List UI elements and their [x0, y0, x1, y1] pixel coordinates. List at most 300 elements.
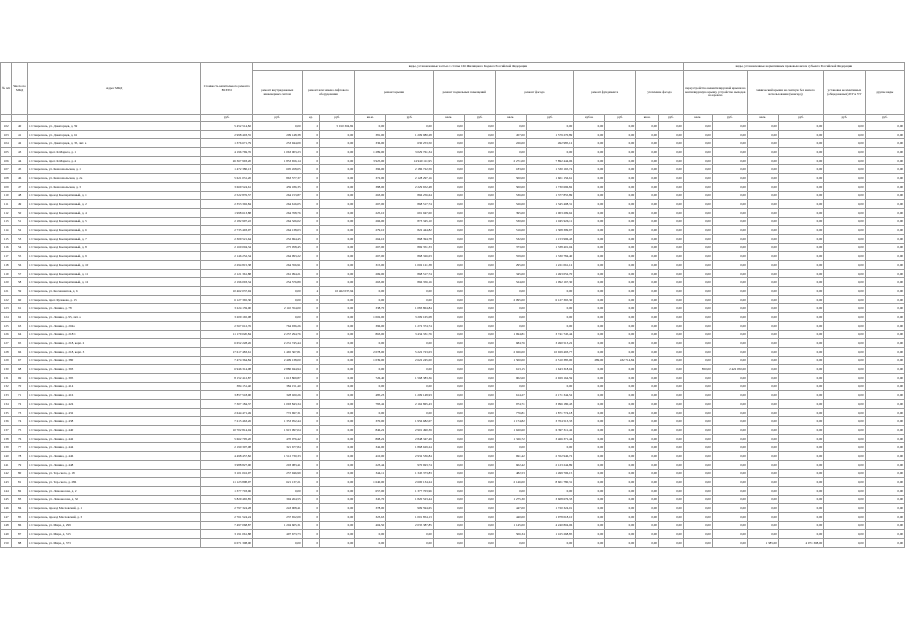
value-cell: 0,00 [658, 313, 683, 322]
value-cell: 0,00 [495, 148, 526, 157]
value-cell: 132 [1, 382, 12, 391]
value-cell: 70 [12, 382, 27, 391]
table-row [1, 217, 905, 226]
value-cell: 0,00 [865, 365, 904, 374]
value-cell: 2 186 722,59 [386, 165, 434, 174]
value-cell: 0,00 [636, 139, 659, 148]
value-cell: 0,00 [778, 139, 823, 148]
value-cell: 0,00 [636, 261, 659, 270]
value-cell: 0,00 [433, 295, 464, 304]
value-cell: 124 [1, 313, 12, 322]
table-row [1, 234, 905, 243]
value-cell: 0,00 [712, 313, 747, 322]
value-cell: 0,00 [824, 278, 865, 287]
value-cell: 71 [12, 391, 27, 400]
value-cell: 0,00 [658, 200, 683, 209]
address-cell: г. Ставрополь, ул. Тер-ского, д. 18 [27, 469, 201, 478]
unit-cell: руб. [386, 115, 434, 122]
value-cell: 0,00 [824, 226, 865, 235]
value-cell: 0,00 [464, 182, 495, 191]
value-cell: 0,00 [747, 208, 778, 217]
value-cell: 684,76 [495, 339, 526, 348]
value-cell: 0,00 [712, 217, 747, 226]
value-cell: 0,00 [683, 148, 712, 157]
value-cell: 0,00 [253, 122, 303, 131]
value-cell: 1 326,72 [495, 434, 526, 443]
value-cell: 6 127 365,30 [201, 295, 253, 304]
value-cell: 0,00 [605, 313, 636, 322]
value-cell: 0,00 [865, 530, 904, 539]
value-cell: 0,00 [320, 460, 355, 469]
value-cell: 0,00 [683, 269, 712, 278]
value-cell: 0,00 [433, 269, 464, 278]
value-cell: 0,00 [658, 460, 683, 469]
value-cell: 0,00 [574, 460, 605, 469]
value-cell: 237 652,09 [253, 512, 303, 521]
value-cell: 0,00 [320, 373, 355, 382]
value-cell: 0,00 [747, 495, 778, 504]
value-cell: 0,00 [433, 278, 464, 287]
value-cell: 0 [302, 356, 320, 365]
table-row [1, 382, 905, 391]
value-cell: 0,00 [658, 174, 683, 183]
value-cell: 869 351,33 [386, 243, 434, 252]
value-cell: 0,00 [712, 469, 747, 478]
value-cell: 138 [1, 434, 12, 443]
value-cell: 0,00 [865, 521, 904, 530]
value-cell: 0,00 [605, 269, 636, 278]
value-cell: 0,00 [865, 156, 904, 165]
value-cell: 0,00 [712, 139, 747, 148]
value-cell: 0,00 [712, 330, 747, 339]
value-cell: 0,00 [683, 156, 712, 165]
value-cell: 0,00 [320, 347, 355, 356]
value-cell: 0,00 [464, 426, 495, 435]
table-row [1, 512, 905, 521]
value-cell: 0,00 [865, 252, 904, 261]
value-cell: 0,00 [747, 400, 778, 409]
value-cell: 2 146 252,34 [201, 252, 253, 261]
value-cell: 0,00 [658, 400, 683, 409]
value-cell: 0,00 [747, 234, 778, 243]
value-cell: 264 993,22 [253, 252, 303, 261]
value-cell: 0,00 [683, 139, 712, 148]
address-cell: г. Ставрополь, ул. Ленина, д. 414 [27, 382, 201, 391]
value-cell: 3 191 061,88 [201, 530, 253, 539]
value-cell: 0,00 [778, 426, 823, 435]
value-cell: 0,00 [658, 191, 683, 200]
value-cell: 0,00 [747, 278, 778, 287]
value-cell: 0,00 [865, 391, 904, 400]
value-cell: 0,00 [636, 287, 659, 296]
sub-header: переустройство невентилируемой крыши на вентилируемую крышу, устройство выходов на кровлю [683, 71, 747, 115]
value-cell: 3 434 331,76 [386, 330, 434, 339]
value-cell: 868 517,74 [386, 269, 434, 278]
address-cell: г. Ставрополь, ул. Ломоносова, д. 2 [27, 486, 201, 495]
value-cell: 0,00 [605, 321, 636, 330]
value-cell: 2 932 536,84 [386, 452, 434, 461]
col-num2-header: Число по МКД [12, 63, 27, 115]
value-cell: 209 148,38 [253, 130, 303, 139]
value-cell: 1 377 855,89 [526, 191, 574, 200]
address-cell: г. Ставрополь, ул. Ленина, д. 440 [27, 426, 201, 435]
value-cell: 2 644 471,49 [201, 408, 253, 417]
value-cell: 0,00 [464, 156, 495, 165]
value-cell: 1 174,82 [495, 417, 526, 426]
value-cell: 0,00 [355, 295, 386, 304]
value-cell: 1 221 061,12 [526, 261, 574, 270]
value-cell: 2 [302, 122, 320, 131]
value-cell: 0,00 [605, 165, 636, 174]
value-cell: 2 848 347,49 [386, 434, 434, 443]
value-cell: 0,00 [747, 321, 778, 330]
value-cell: 0,00 [636, 217, 659, 226]
value-cell: 144 [1, 486, 12, 495]
units-blank-cell [27, 115, 201, 122]
address-cell: г. Ставрополь, прот. Кулакова, д. 15 [27, 295, 201, 304]
table-row [1, 478, 905, 487]
value-cell: 0,00 [464, 217, 495, 226]
sub-header: ремонт внутридомовых инженерных систем [253, 71, 303, 115]
value-cell: 0,00 [778, 295, 823, 304]
value-cell: 0,00 [320, 278, 355, 287]
value-cell: 0,00 [658, 347, 683, 356]
value-cell: 2 146,00 [495, 478, 526, 487]
value-cell: 0,00 [574, 321, 605, 330]
value-cell: 0,00 [464, 139, 495, 148]
value-cell: 0,00 [683, 208, 712, 217]
value-cell: 0,00 [658, 278, 683, 287]
value-cell: 0,00 [320, 452, 355, 461]
value-cell: 0,00 [658, 234, 683, 243]
value-cell: 7 474 364,84 [201, 356, 253, 365]
address-cell: г. Ставрополь, проезд Кооперативный, д. 7 [27, 234, 201, 243]
value-cell: 0,00 [605, 512, 636, 521]
value-cell: 0,00 [464, 521, 495, 530]
value-cell: 0,00 [636, 382, 659, 391]
value-cell: 0,00 [865, 287, 904, 296]
value-cell: 457,00 [495, 130, 526, 139]
value-cell: 149 [1, 530, 12, 539]
value-cell: 470 076,42 [253, 434, 303, 443]
value-cell: 0,00 [433, 460, 464, 469]
value-cell: 0,00 [658, 287, 683, 296]
value-cell: 0,00 [433, 234, 464, 243]
value-cell: 0,00 [605, 408, 636, 417]
value-cell: 1 092 167,30 [526, 278, 574, 287]
value-cell: 0,00 [683, 478, 712, 487]
value-cell: 44 [12, 156, 27, 165]
value-cell: 396,00 [355, 321, 386, 330]
address-cell: г. Ставрополь, ул. Мира, д. 373 [27, 539, 201, 548]
value-cell: 0,00 [355, 539, 386, 548]
value-cell: 0,00 [464, 295, 495, 304]
value-cell: 0,00 [636, 408, 659, 417]
table-row [1, 443, 905, 452]
value-cell: 0,00 [683, 382, 712, 391]
value-cell: 1 272 374,74 [386, 321, 434, 330]
value-cell: 0,00 [574, 330, 605, 339]
value-cell: 1 338 401,04 [526, 243, 574, 252]
value-cell: 0,00 [824, 521, 865, 530]
value-cell: 0,00 [433, 339, 464, 348]
value-cell: 0,00 [778, 495, 823, 504]
value-cell: 0,00 [636, 182, 659, 191]
value-cell: 1 377 703,96 [201, 486, 253, 495]
value-cell: 0,00 [605, 347, 636, 356]
value-cell: 902,60 [495, 373, 526, 382]
value-cell: 2 231 745,44 [253, 339, 303, 348]
value-cell: 0,00 [747, 156, 778, 165]
value-cell: 850,00 [683, 365, 712, 374]
unit-cell: руб. [778, 115, 823, 122]
value-cell: 1 500,00 [495, 356, 526, 365]
value-cell: 289,00 [574, 356, 605, 365]
value-cell: 1 275,30 [495, 495, 526, 504]
value-cell: 0,00 [747, 269, 778, 278]
value-cell: 0,00 [464, 130, 495, 139]
value-cell: 0,00 [464, 148, 495, 157]
value-cell: 0,00 [712, 356, 747, 365]
value-cell: 0,00 [433, 495, 464, 504]
value-cell: 2 926,00 [495, 347, 526, 356]
value-cell: 338,70 [355, 304, 386, 313]
value-cell: 0,00 [253, 295, 303, 304]
unit-cell: руб. [464, 115, 495, 122]
table-row [1, 417, 905, 426]
value-cell: 3 857 518,90 [201, 391, 253, 400]
value-cell: 0,00 [658, 530, 683, 539]
value-cell: 0,00 [824, 339, 865, 348]
value-cell: 6 127 365,30 [526, 295, 574, 304]
value-cell: 1 003 299,62 [526, 208, 574, 217]
value-cell: 0,00 [253, 287, 303, 296]
value-cell: 120 [1, 278, 12, 287]
value-cell: 0,00 [747, 452, 778, 461]
value-cell: 0,00 [433, 356, 464, 365]
value-cell: 0,00 [574, 313, 605, 322]
value-cell: 909 594,65 [386, 504, 434, 513]
value-cell: 0,00 [320, 330, 355, 339]
value-cell: 0,00 [636, 304, 659, 313]
value-cell: 0,00 [683, 530, 712, 539]
address-cell: г. Ставрополь, ул. Ленина, д. 95, лит. а [27, 313, 201, 322]
value-cell: 0,00 [636, 469, 659, 478]
table-row [1, 452, 905, 461]
value-cell: 74 [12, 417, 27, 426]
value-cell: 0,00 [495, 304, 526, 313]
value-cell: 530,00 [495, 217, 526, 226]
value-cell: 764 936,26 [253, 321, 303, 330]
value-cell: 146 [1, 504, 12, 513]
value-cell: 459 186,35 [253, 182, 303, 191]
value-cell: 0,00 [574, 191, 605, 200]
value-cell: 62 [12, 313, 27, 322]
value-cell: 0 [302, 278, 320, 287]
value-cell: 0,00 [778, 226, 823, 235]
value-cell: 0,00 [658, 478, 683, 487]
value-cell: 0,00 [712, 400, 747, 409]
value-cell: 0,00 [433, 452, 464, 461]
table-row [1, 278, 905, 287]
value-cell: 0,00 [433, 504, 464, 513]
value-cell: 128 [1, 347, 12, 356]
value-cell: 0,00 [747, 313, 778, 322]
value-cell: 0,00 [712, 521, 747, 530]
value-cell: 0,00 [636, 452, 659, 461]
value-cell: 0,00 [526, 539, 574, 548]
value-cell: 0,00 [747, 443, 778, 452]
value-cell: 0,00 [747, 469, 778, 478]
value-cell: 2 998 403,55 [201, 130, 253, 139]
unit-cell: кв.м. [495, 115, 526, 122]
value-cell: 0 [302, 182, 320, 191]
value-cell: 0,00 [464, 417, 495, 426]
value-cell: 0,00 [712, 417, 747, 426]
value-cell: 0,00 [658, 321, 683, 330]
value-cell: 0,00 [824, 504, 865, 513]
value-cell: 0,00 [320, 208, 355, 217]
value-cell: 0,00 [605, 426, 636, 435]
value-cell: 0,00 [433, 174, 464, 183]
value-cell: 0,00 [712, 443, 747, 452]
table-row [1, 504, 905, 513]
value-cell: 58 [12, 278, 27, 287]
value-cell: 0,00 [574, 304, 605, 313]
value-cell: 0,00 [636, 269, 659, 278]
value-cell: 0 [302, 165, 320, 174]
value-cell: 46 [12, 174, 27, 183]
unit-cell: куб.м. [574, 115, 605, 122]
value-cell: 4 [302, 287, 320, 296]
value-cell: 0,00 [712, 460, 747, 469]
value-cell: 0,00 [464, 408, 495, 417]
value-cell: 52 [12, 226, 27, 235]
value-cell: 0,00 [636, 130, 659, 139]
value-cell: 970 693,74 [386, 460, 434, 469]
value-cell: 0,00 [712, 304, 747, 313]
value-cell: 3 996 180,43 [526, 400, 574, 409]
value-cell: 0,00 [320, 434, 355, 443]
value-cell: 0,00 [253, 539, 303, 548]
value-cell: 1 308 399,97 [526, 226, 574, 235]
value-cell: 114 [1, 226, 12, 235]
value-cell: 0,00 [683, 417, 712, 426]
value-cell: 0,00 [464, 460, 495, 469]
value-cell: 17 617 483,61 [201, 347, 253, 356]
value-cell: 373,00 [495, 243, 526, 252]
value-cell: 868 394,78 [386, 234, 434, 243]
value-cell: 0,00 [658, 295, 683, 304]
value-cell: 1 353 952,44 [253, 417, 303, 426]
value-cell: 0,00 [658, 452, 683, 461]
value-cell: 0 [302, 295, 320, 304]
value-cell: 0,00 [824, 365, 865, 374]
value-cell: 0,00 [464, 512, 495, 521]
value-cell: 0,00 [683, 252, 712, 261]
value-cell: 0,00 [683, 243, 712, 252]
value-cell: 0,00 [865, 460, 904, 469]
value-cell: 0,00 [574, 417, 605, 426]
value-cell: 0,00 [636, 226, 659, 235]
value-cell: 0,00 [605, 365, 636, 374]
unit-cell: руб. [712, 115, 747, 122]
value-cell: 0,00 [574, 521, 605, 530]
value-cell: 0,00 [778, 165, 823, 174]
value-cell: 0,00 [464, 191, 495, 200]
value-cell: 252 694,45 [253, 234, 303, 243]
table-row [1, 174, 905, 183]
value-cell: 0 [302, 434, 320, 443]
value-cell: 0,00 [683, 521, 712, 530]
value-cell: 0,00 [636, 330, 659, 339]
value-cell: 5 621 031,20 [201, 174, 253, 183]
value-cell: 5 662 795,20 [201, 434, 253, 443]
value-cell: 394 264,55 [253, 495, 303, 504]
value-cell: 183,00 [495, 165, 526, 174]
value-cell: 0,00 [778, 478, 823, 487]
value-cell: 0,00 [778, 287, 823, 296]
value-cell: 0,00 [636, 521, 659, 530]
value-cell: 122 [1, 295, 12, 304]
value-cell: 0,00 [320, 200, 355, 209]
value-cell: 0,00 [605, 373, 636, 382]
value-cell: 1 998 613,88 [201, 208, 253, 217]
value-cell: 0,00 [320, 139, 355, 148]
value-cell: 75 [12, 426, 27, 435]
value-cell: 0,00 [464, 330, 495, 339]
value-cell: 0,00 [464, 347, 495, 356]
value-cell: 1 512 730,33 [253, 452, 303, 461]
value-cell: 432 714,84 [605, 356, 636, 365]
value-cell: 526,00 [495, 200, 526, 209]
value-cell: 0,00 [778, 182, 823, 191]
address-cell: г. Ставрополь, ул. Мира, д. 315 [27, 530, 201, 539]
value-cell: 0,00 [824, 261, 865, 270]
value-cell: 0 [302, 261, 320, 270]
value-cell: 0,00 [865, 434, 904, 443]
value-cell: 323,63 [355, 512, 386, 521]
value-cell: 0,00 [636, 122, 659, 131]
value-cell: 0,00 [712, 512, 747, 521]
table-row [1, 495, 905, 504]
value-cell: 123 [1, 304, 12, 313]
units-blank-cell [12, 115, 27, 122]
value-cell: 0,00 [683, 460, 712, 469]
value-cell: 6 397 311,42 [526, 426, 574, 435]
value-cell: 0,00 [320, 417, 355, 426]
value-cell: 0,00 [433, 217, 464, 226]
value-cell: 0,00 [824, 478, 865, 487]
value-cell: 0,00 [433, 165, 464, 174]
value-cell: 0,00 [574, 269, 605, 278]
value-cell: 0,00 [778, 469, 823, 478]
value-cell: 0,00 [865, 426, 904, 435]
value-cell: 275 058,45 [253, 243, 303, 252]
value-cell: 0,00 [605, 417, 636, 426]
value-cell: 0,00 [683, 347, 712, 356]
value-cell: 0,00 [778, 365, 823, 374]
value-cell: 0 [302, 174, 320, 183]
value-cell: 0,00 [636, 365, 659, 374]
value-cell: 0,00 [683, 321, 712, 330]
value-cell: 0,00 [824, 217, 865, 226]
value-cell: 55 [12, 252, 27, 261]
value-cell: 0,00 [747, 226, 778, 235]
table-row [1, 261, 905, 270]
value-cell: 0,00 [712, 208, 747, 217]
value-cell: 3 101 016,97 [201, 469, 253, 478]
